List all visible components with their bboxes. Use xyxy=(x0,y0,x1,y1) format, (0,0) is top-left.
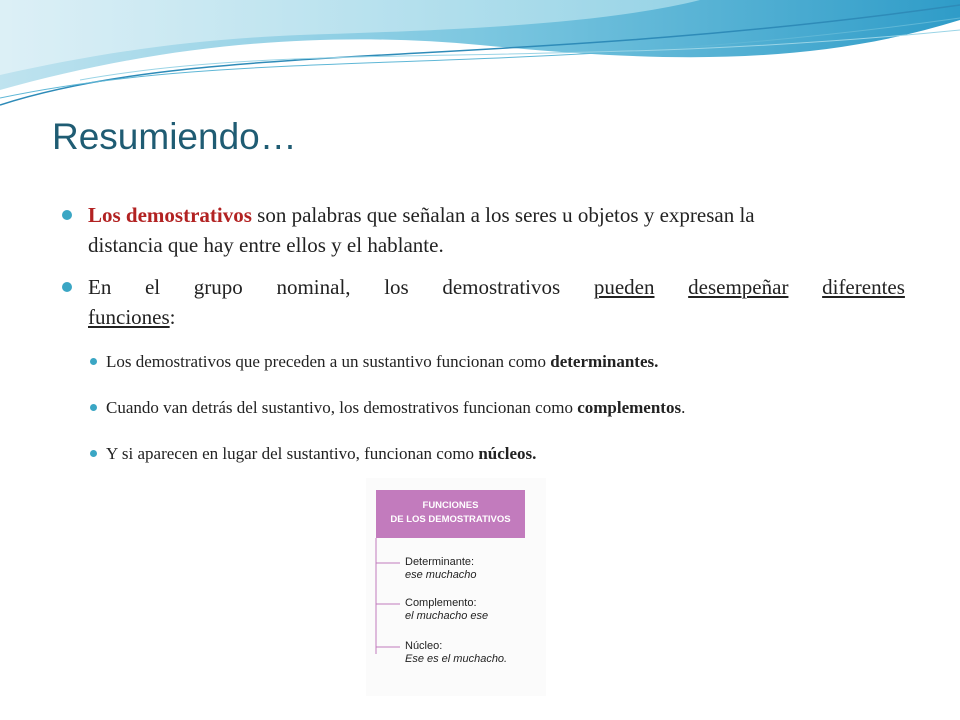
decorative-wave-header xyxy=(0,0,960,120)
punctuation: : xyxy=(169,305,176,329)
word: los xyxy=(384,275,409,299)
sub-bullet-determinantes xyxy=(106,350,906,374)
diagram-item-example: Ese es el muchacho. xyxy=(405,653,508,665)
bullet-definition xyxy=(88,200,905,260)
sub-bullet-bold: complementos xyxy=(577,398,682,417)
sub-bullet-end: . xyxy=(532,444,537,463)
diagram-item-example: ese muchacho xyxy=(405,569,477,581)
bullet-text: distancia que hay entre ellos y el hablante. xyxy=(88,233,444,257)
slide-title: Resumiendo… xyxy=(52,116,297,157)
bullet-text: son palabras que señalan a los seres u objetos y expresan la xyxy=(251,203,755,227)
word-underlined: funciones xyxy=(88,305,170,329)
diagram-header xyxy=(376,490,525,538)
word-underlined: desempeñar xyxy=(688,275,789,299)
sub-bullet-nucleos xyxy=(106,442,906,466)
diagram-item-determinante xyxy=(405,556,477,582)
diagram-item-label: Determinante: xyxy=(405,556,475,568)
diagram-item-complemento xyxy=(405,597,488,623)
sub-bullet-text: Cuando van detrás del sustantivo, los demostrativos funcionan como xyxy=(106,398,578,417)
bullet-dot xyxy=(90,358,97,365)
bullet-dot xyxy=(90,404,97,411)
diagram-item-label: Complemento: xyxy=(405,597,477,609)
sub-bullet-text: Los demostrativos que preceden a un sustantivo funcionan como xyxy=(106,352,551,371)
bullet-line xyxy=(88,302,905,332)
diagram-item-label: Núcleo: xyxy=(405,640,443,652)
sub-bullet-bold: núcleos xyxy=(478,444,533,463)
diagram-item-nucleo xyxy=(405,640,507,666)
bullet-dot xyxy=(90,450,97,457)
bullet-dot xyxy=(62,282,72,292)
word: nominal, xyxy=(276,275,351,299)
diagram-header-line: DE LOS DEMOSTRATIVOS xyxy=(390,514,511,525)
word: demostrativos xyxy=(442,275,561,299)
word: el xyxy=(144,275,161,299)
sub-bullet-end: . xyxy=(654,352,659,371)
sub-bullet-end: . xyxy=(681,398,686,417)
diagram-header-line: FUNCIONES xyxy=(422,500,479,511)
bullet-line xyxy=(88,272,905,302)
word-underlined: diferentes xyxy=(822,275,905,299)
sub-bullet-text: Y si aparecen en lugar del sustantivo, funcionan como xyxy=(106,444,479,463)
bullet-functions xyxy=(88,272,905,332)
diagram-item-example: el muchacho ese xyxy=(405,610,489,622)
functions-diagram xyxy=(366,478,546,696)
bullet-dot xyxy=(62,210,72,220)
highlight-term: Los demostrativos xyxy=(88,203,252,227)
word-underlined: pueden xyxy=(593,275,655,299)
sub-bullet-bold: determinantes xyxy=(550,352,655,371)
word: grupo xyxy=(193,275,243,299)
word: En xyxy=(88,275,112,299)
sub-bullet-complementos xyxy=(106,396,906,420)
